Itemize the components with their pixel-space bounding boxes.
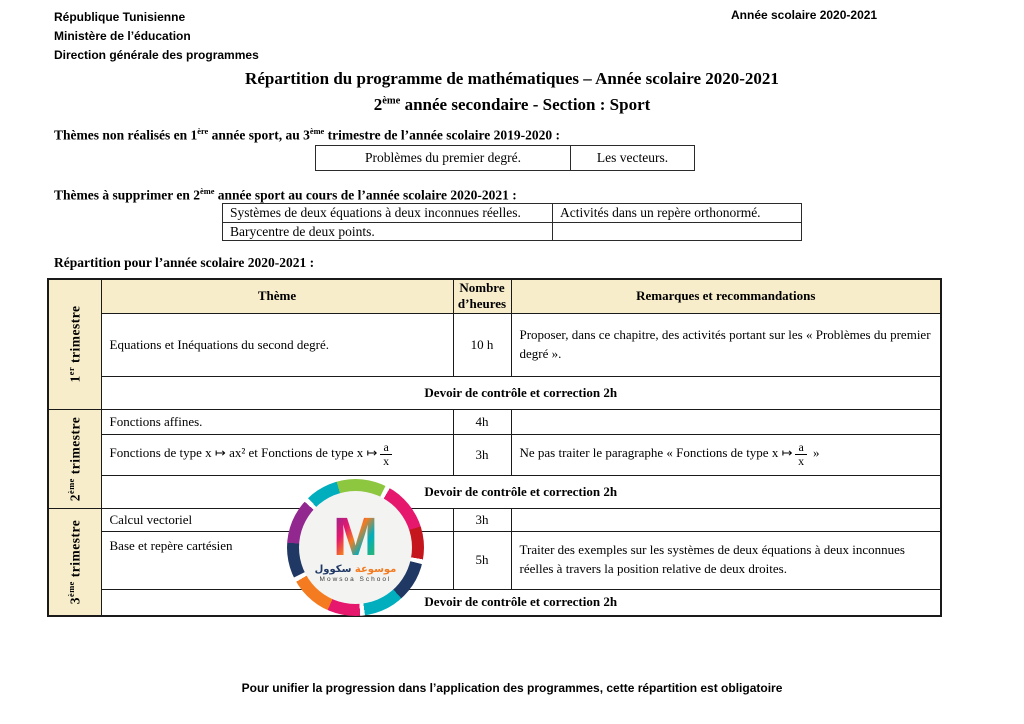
hours-value: 10 h [453, 313, 511, 376]
table-themes-non-realises [315, 145, 695, 171]
trimester-label-3: 3ème trimestre [66, 519, 82, 604]
title-line2: 2ème année secondaire - Section : Sport [373, 94, 651, 114]
remarks-text: Ne pas traiter le paragraphe « Fonctions de type x ↦ $\frac{a}{x}$ » [511, 434, 941, 475]
trimester-label-1: 1er trimestre [66, 305, 82, 383]
page-title [0, 66, 1024, 117]
table-row [223, 204, 801, 222]
devoir-controle-1: Devoir de contrôle et correction 2h [101, 376, 941, 409]
heading-themes-non-realises: Thèmes non réalisés en 1ère année sport, au 3ème trimestre de l’année scolaire 2019-2020 : [54, 127, 560, 143]
remarks-text: Proposer, dans ce chapitre, des activités portant sur les « Problèmes du premier degré ». [511, 313, 941, 376]
theme-fonctions-type: Fonctions de type x ↦ ax² et Fonctions de type x ↦ $\frac{a}{x}$ [101, 434, 453, 475]
remarks-text [511, 409, 941, 434]
table-row [48, 434, 941, 475]
logo-inner-circle [299, 491, 412, 604]
header-school-year: Année scolaire 2020-2021 [731, 8, 878, 22]
footer-note: Pour unifier la progression dans l’application des programmes, cette répartition est obligatoire [241, 681, 783, 695]
trimester-cell-3 [48, 508, 101, 616]
logo-arabic-name: موسوعة سكوول [314, 564, 397, 576]
table-row [48, 508, 941, 531]
hours-value: 4h [453, 409, 511, 434]
cell-systemes-equations: Systèmes de deux équations à deux inconnues réelles. [223, 204, 553, 222]
theme-equations-second-degre: Equations et Inéquations du second degré. [101, 313, 453, 376]
header-institution [54, 8, 259, 66]
remarks-text: Traiter des exemples sur les systèmes de deux équations à deux inconnues réelles à travers la position relative de deux droites. [511, 531, 941, 589]
devoir-controle-2: Devoir de contrôle et correction 2h [101, 475, 941, 508]
table-row [48, 409, 941, 434]
cell-activites-repere: Activités dans un repère orthonormé. [560, 205, 761, 220]
cell-les-vecteurs: Les vecteurs. [596, 150, 669, 165]
cell-barycentre: Barycentre de deux points. [223, 223, 553, 240]
header-line-republic: République Tunisienne [54, 10, 186, 24]
trimester-label-2: 2ème trimestre [66, 416, 82, 501]
devoir-controle-3: Devoir de contrôle et correction 2h [101, 589, 941, 616]
title-line1: Répartition du programme de mathématiques – Année scolaire 2020-2021 [245, 69, 779, 88]
theme-fonctions-affines: Fonctions affines. [101, 409, 453, 434]
hours-value: 3h [453, 434, 511, 475]
table-row [48, 313, 941, 376]
theme-calcul-vectoriel: Calcul vectoriel [101, 508, 453, 531]
trimester-cell-1 [48, 279, 101, 409]
column-header-theme: Thème [101, 279, 453, 313]
mowsoa-school-watermark-logo [287, 479, 424, 616]
column-header-remarks: Remarques et recommandations [511, 279, 941, 313]
devoir-row [48, 589, 941, 616]
hours-value: 5h [453, 531, 511, 589]
repartition-table [47, 278, 942, 617]
theme-base-repere: Base et repère cartésien [101, 531, 453, 589]
table-header-row [48, 279, 941, 313]
heading-themes-a-supprimer: Thèmes à supprimer en 2ème année sport au cours de l’année scolaire 2020-2021 : [54, 187, 517, 203]
header-line-direction: Direction générale des programmes [54, 48, 259, 63]
fraction-a-over-x: $\frac{a}{x}$ [795, 441, 806, 467]
table-row [48, 531, 941, 589]
header-line-ministry: Ministère de l’éducation [54, 29, 191, 44]
cell-empty [553, 223, 801, 240]
logo-latin-name: Mowsoa School [319, 576, 392, 584]
devoir-row [48, 376, 941, 409]
logo-m-icon: M [333, 506, 378, 567]
table-themes-a-supprimer [222, 203, 802, 241]
column-header-hours: Nombre d’heures [453, 279, 511, 313]
hours-value: 3h [453, 508, 511, 531]
remarks-text [511, 508, 941, 531]
cell-problemes-premier-degre: Problèmes du premier degré. [316, 146, 571, 170]
devoir-row [48, 475, 941, 508]
table-row [223, 222, 801, 240]
heading-repartition: Répartition pour l’année scolaire 2020-2021 : [54, 255, 315, 270]
trimester-cell-2 [48, 409, 101, 508]
fraction-a-over-x: $\frac{a}{x}$ [380, 441, 391, 467]
